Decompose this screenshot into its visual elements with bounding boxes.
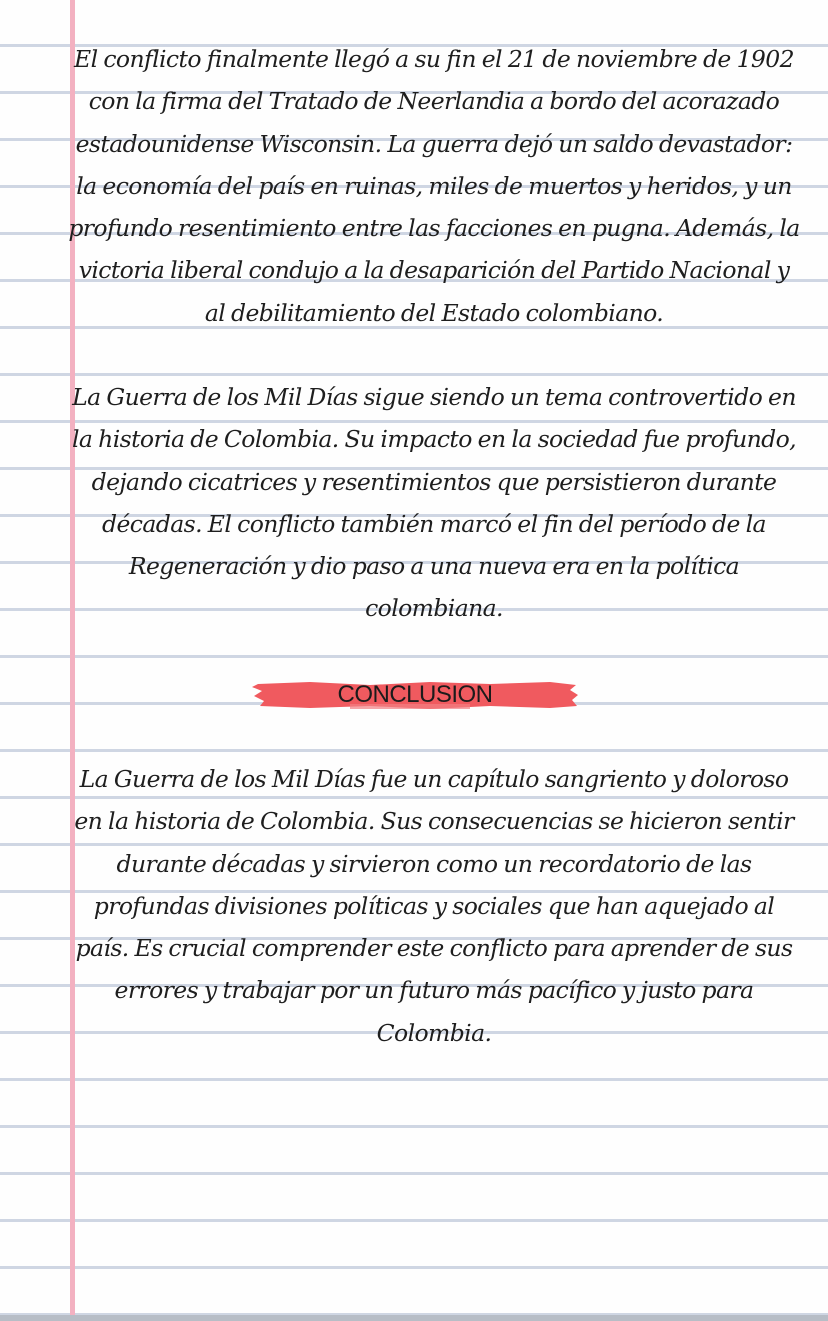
paragraph-legacy: La Guerra de los Mil Días sigue siendo un tema controvertido en la historia de Colombia. Su impacto en la sociedad fue profundo, dejando cicatrices y resentimientos que persistieron durante décadas. El conflicto también marcó el fin del período de la Regeneración y dio paso a una nueva era en la política colombiana. (71, 383, 797, 623)
paragraph-conclusion: La Guerra de los Mil Días fue un capítulo sangriento y doloroso en la historia de Colombia. Sus consecuencias se hicieron sentir durante décadas y sirvieron como un recordatorio de las profundas divisiones políticas y sociales que han aquejado al país. Es crucial comprender este conflicto para aprender de sus errores y trabajar por un futuro más pacífico y justo para Colombia. (74, 765, 794, 1047)
conclusion-title: CONCLUSION (337, 681, 493, 708)
paragraph-treaty: El conflicto finalmente llegó a su fin el 21 de noviembre de 1902 con la firma del Tratado de Neerlandia a bordo del acorazado estadounidense Wisconsin. La guerra dejó un saldo devastador: la economía del país en ruinas, miles de muertos y heridos, y un profundo resentimiento entre las facciones en pugna. Además, la victoria liberal condujo a la desaparición del Partido Nacional y al debilitamiento del Estado colombiano. (68, 45, 800, 327)
page-bottom-edge (0, 1315, 828, 1321)
conclusion-banner (250, 678, 580, 712)
